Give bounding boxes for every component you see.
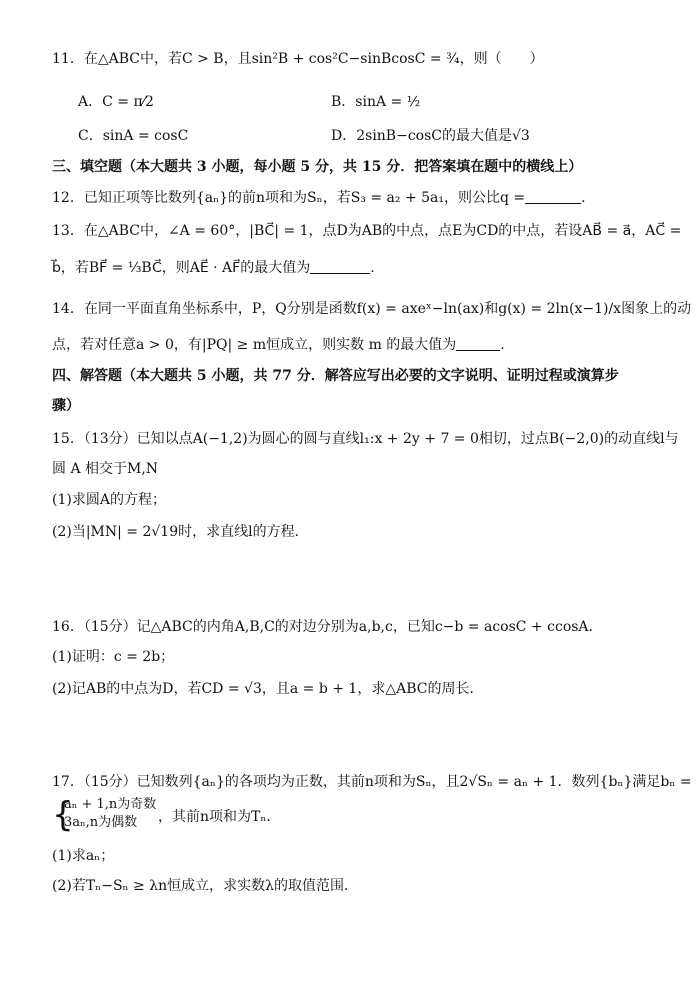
q17-line2-tail: ，其前n项和为Tₙ． (158, 809, 281, 825)
section-solutions-heading-line2: 骤） (52, 398, 80, 414)
q15-part2: (2)当|MN| = 2√19时，求直线l的方程． (52, 524, 309, 540)
q11-option-d: D．2sinB−cosC的最大值是√3 (331, 128, 530, 144)
q14-answer-blank (456, 336, 500, 351)
q14-stem-end: 点，若对任意a > 0，有|PQ| ≥ m恒成立，则实数 m 的最大值为 (52, 337, 457, 353)
q15-part1: (1)求圆A的方程； (52, 492, 166, 508)
q11-option-b: B．sinA = ½ (331, 94, 421, 110)
q12-text: 12．已知正项等比数列{aₙ}的前n项和为Sₙ，若S₃ = a₂ + 5a₁，则公比q = . (52, 190, 586, 206)
q15-line1: 15．（13分）已知以点A(−1,2)为圆心的圆与直线l₁:x + 2y + 7 = 0相切，过点B(−2,0)的动直线l与 (52, 431, 679, 447)
q17-part1: (1)求aₙ； (52, 848, 115, 864)
q11-stem: 11．在△ABC中，若C > B，且sin²B + cos²C−sinBcosC = ³⁄₄，则（ ） (52, 51, 544, 67)
q11-option-a: A．C = π⁄2 (78, 94, 154, 110)
q13-line2: b⃗，若BF⃗ = ⅓BC⃗，则AE⃗ · AF⃗的最大值为 . (52, 260, 375, 276)
q13-answer-blank (310, 259, 370, 274)
q13-stem-end: b⃗，若BF⃗ = ⅓BC⃗，则AE⃗ · AF⃗的最大值为 (52, 260, 311, 276)
q14-line1: 14．在同一平面直角坐标系中，P，Q分别是函数f(x) = axeˣ−ln(ax)和g(x) = 2ln(x−1)/x图象上的动 (52, 301, 692, 317)
section-solutions-heading-line1: 四、解答题（本大题共 5 小题，共 77 分．解答应写出必要的文字说明、证明过程或演算步 (52, 368, 619, 384)
q16-part1: (1)证明：c = 2b； (52, 649, 175, 665)
q17-piecewise-brace: { (52, 795, 74, 835)
q16-part2: (2)记AB的中点为D，若CD = √3，且a = b + 1，求△ABC的周长． (52, 681, 484, 697)
q12-answer-blank (525, 189, 581, 204)
q15-line2: 圆 A 相交于M,N (52, 461, 159, 477)
q11-option-c: C．sinA = cosC (78, 128, 189, 144)
q17-part2: (2)若Tₙ−Sₙ ≥ λn恒成立，求实数λ的取值范围． (52, 878, 358, 894)
q17-case-odd: aₙ + 1,n为奇数 (64, 797, 157, 812)
q14-line2: 点，若对任意a > 0，有|PQ| ≥ m恒成立，则实数 m 的最大值为 . (52, 337, 505, 353)
section-fill-in-heading: 三、填空题（本大题共 3 小题，每小题 5 分，共 15 分．把答案填在题中的横线上） (52, 159, 583, 175)
q12-stem: 12．已知正项等比数列{aₙ}的前n项和为Sₙ，若S₃ = a₂ + 5a₁，则公比q = (52, 190, 526, 206)
q17-line1: 17．（15分）已知数列{aₙ}的各项均为正数，其前n项和为Sₙ，且2√Sₙ = aₙ + 1．数列{bₙ}满足bₙ = (52, 774, 692, 790)
q16-line1: 16．（15分）记△ABC的内角A,B,C的对边分别为a,b,c，已知c−b = acosC + ccosA． (52, 619, 603, 635)
q17-case-even: 3aₙ,n为偶数 (64, 815, 138, 830)
q13-line1: 13．在△ABC中，∠A = 60°，|BC⃗| = 1，点D为AB的中点，点E为CD的中点，若设AB⃗ = a⃗，AC⃗ = (52, 223, 682, 239)
